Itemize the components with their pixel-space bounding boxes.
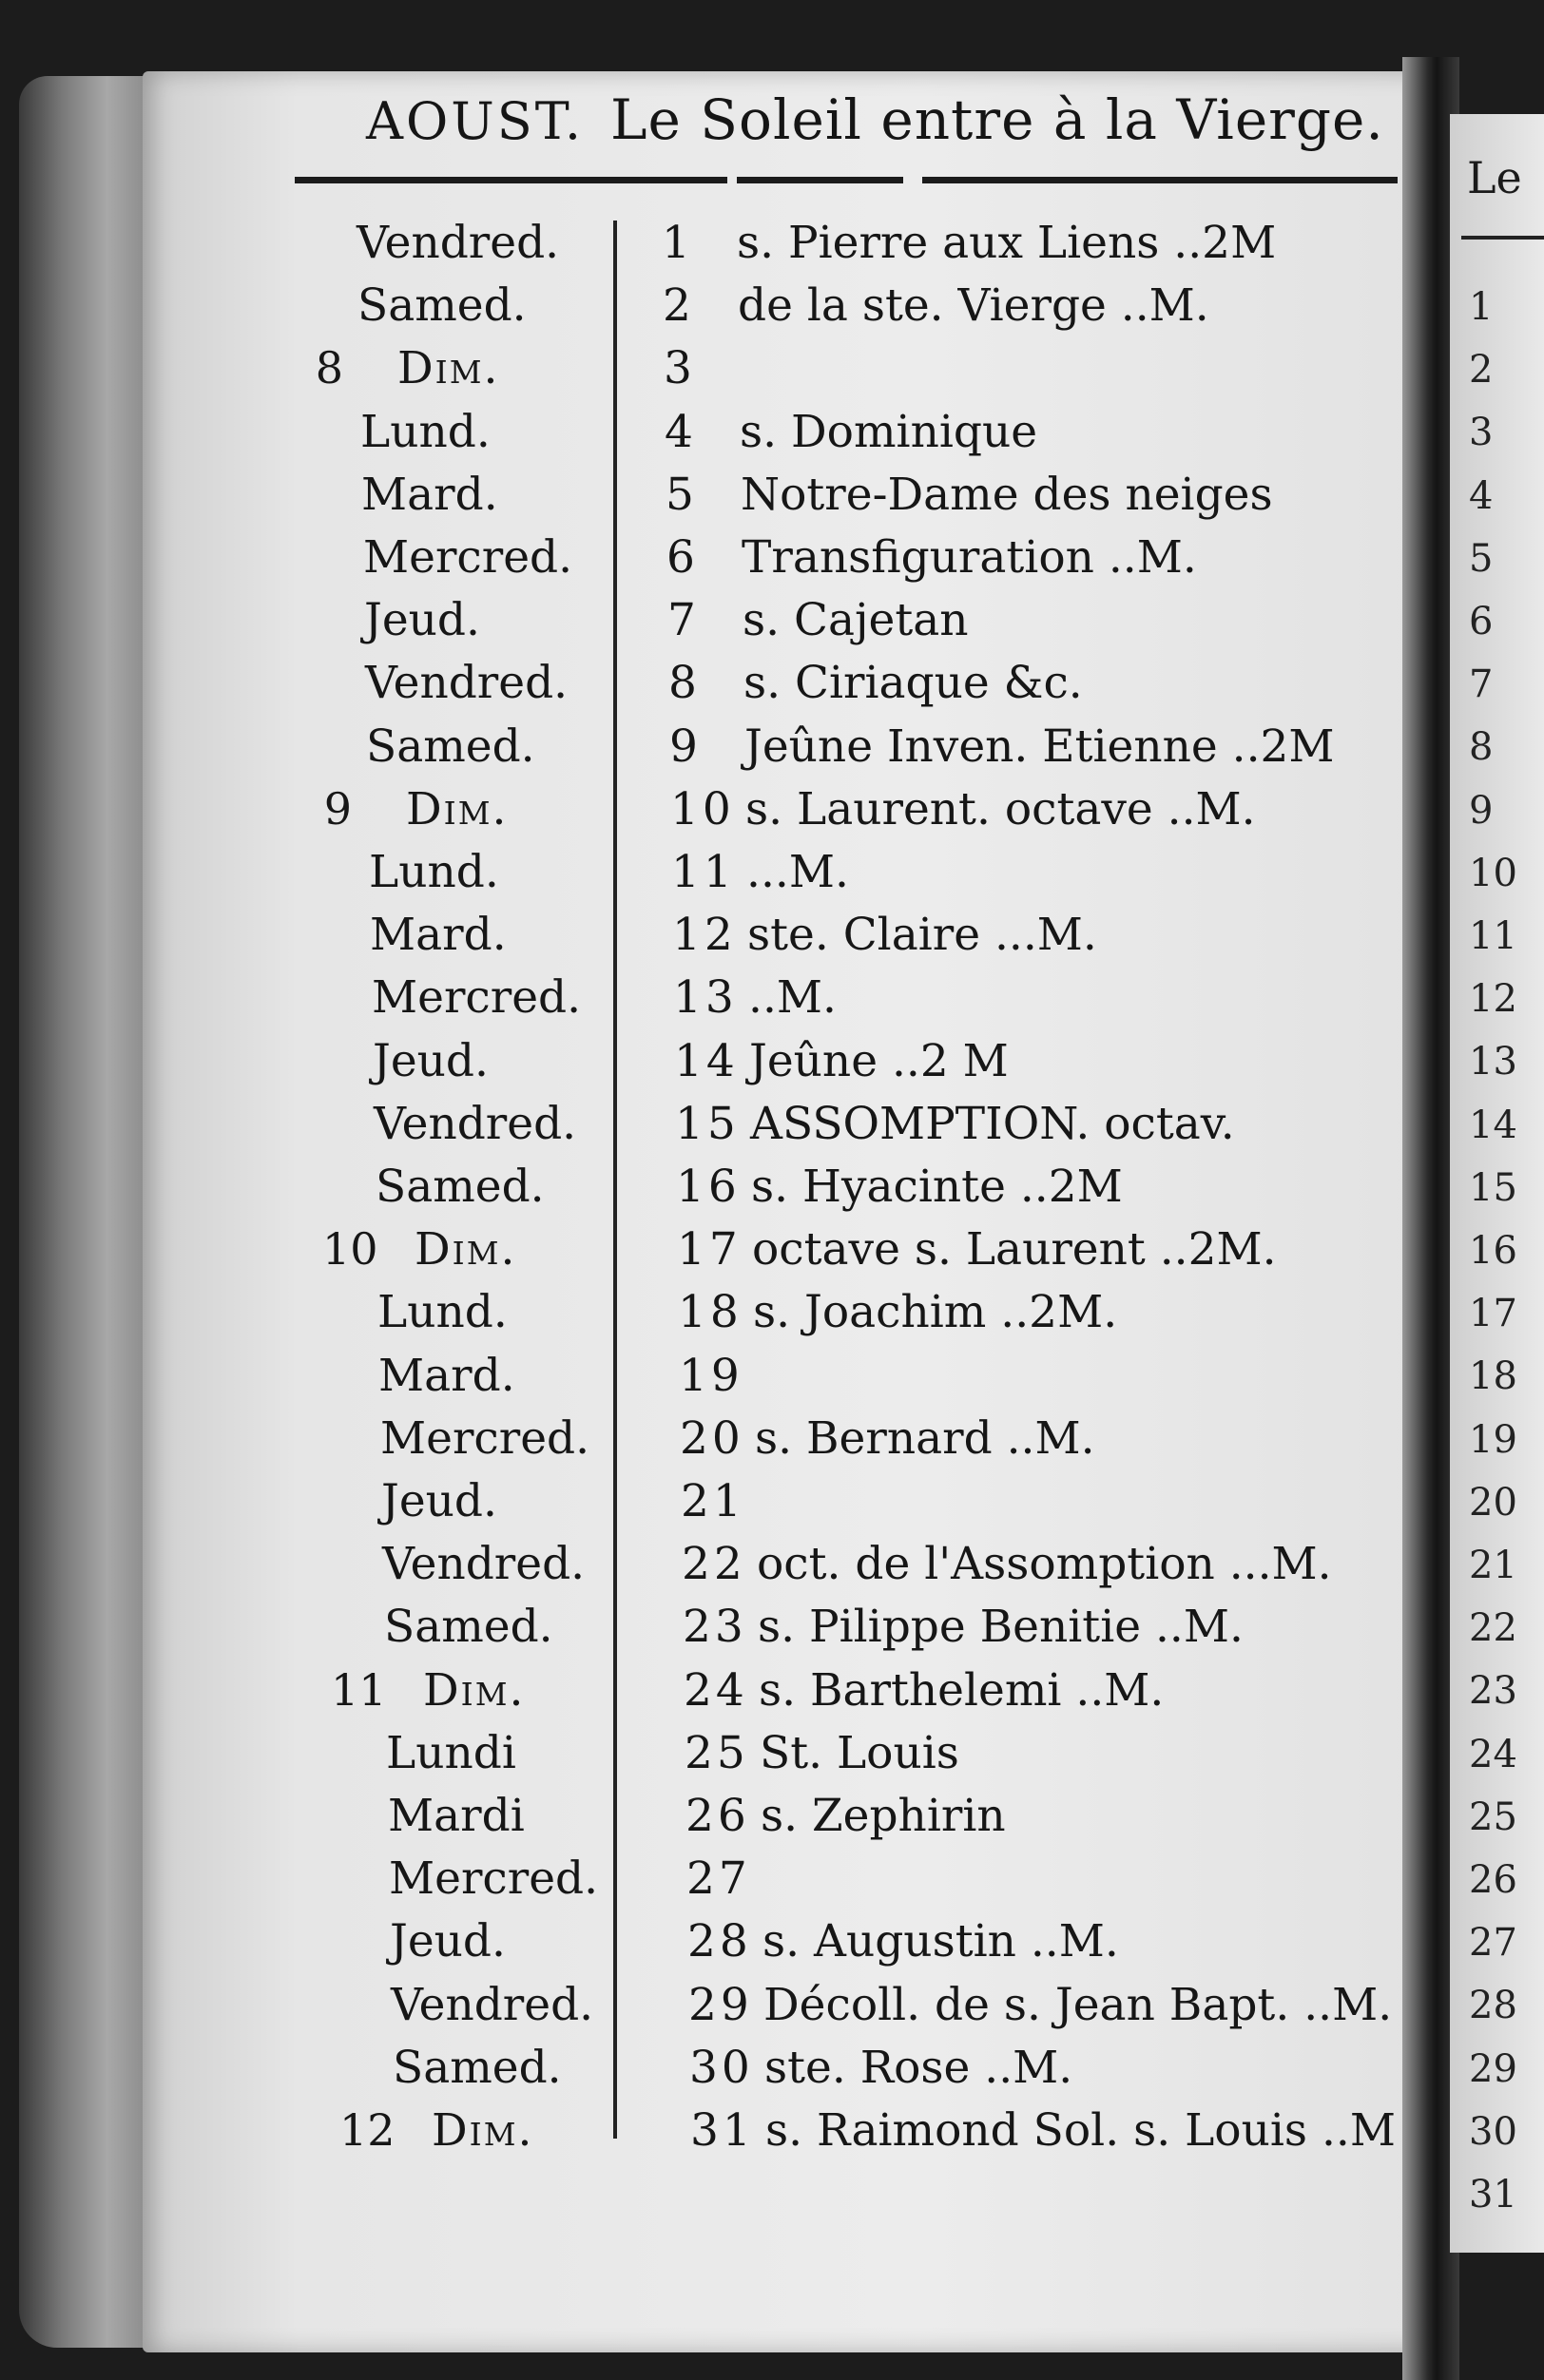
day-number: 29 [688, 1978, 753, 2031]
facing-page-number: 5 [1469, 536, 1494, 581]
day-name: Mardi [388, 1790, 525, 1842]
calendar-row [0, 1035, 1426, 1098]
day-number: 27 [686, 1852, 751, 1906]
feast-entry: St. Louis [760, 1726, 959, 1779]
feast-entry: ..M. [748, 971, 837, 1025]
day-name: Jeud. [364, 594, 480, 647]
feast-entry: s. Joachim ..2M. [753, 1286, 1118, 1339]
day-number: 12 [672, 909, 737, 962]
calendar-row [0, 1350, 1426, 1412]
day-name: Mercred. [389, 1852, 599, 1906]
day-number: 10 [670, 782, 735, 835]
calendar-row [0, 1538, 1426, 1601]
facing-page-number: 4 [1469, 473, 1494, 518]
day-number: 25 [685, 1726, 749, 1779]
feast-entry: s. Hyacinte ..2M [751, 1161, 1123, 1213]
facing-page-header: Le [1467, 152, 1522, 203]
calendar-row [0, 1475, 1426, 1538]
calendar-row [0, 1412, 1426, 1475]
calendar-row [0, 971, 1426, 1034]
day-number: 16 [676, 1161, 741, 1213]
calendar-row [0, 2042, 1426, 2104]
feast-entry: Transfiguration ..M. [742, 531, 1197, 584]
day-name: Samed. [376, 1161, 545, 1213]
calendar-row [0, 657, 1426, 720]
day-number: 11 [671, 846, 736, 898]
day-name: Dim. [432, 2104, 534, 2157]
week-number: 11 [331, 1663, 387, 1716]
feast-entry: ste. Rose ..M. [764, 2041, 1073, 2094]
day-number: 3 [664, 342, 696, 395]
calendar-row [0, 217, 1426, 279]
facing-page-number: 26 [1469, 1858, 1517, 1902]
calendar-row [0, 531, 1426, 594]
week-number: 9 [323, 782, 352, 835]
facing-page-number: 30 [1469, 2109, 1517, 2154]
day-name: Vendred. [357, 217, 560, 269]
calendar-row [0, 1098, 1426, 1161]
feast-entry: oct. de l'Assomption ...M. [757, 1538, 1332, 1591]
feast-entry: s. Pilippe Benitie ..M. [758, 1601, 1244, 1654]
day-name: Dim. [397, 342, 500, 395]
calendar-row [0, 1915, 1426, 1978]
week-number: 8 [315, 342, 343, 394]
day-name: Vendred. [374, 1097, 577, 1150]
calendar-row [0, 1601, 1426, 1663]
calendar-row [0, 909, 1426, 971]
day-name: Mercred. [363, 531, 573, 584]
day-number: 28 [687, 1915, 752, 1968]
facing-page-number: 16 [1469, 1229, 1517, 1273]
facing-page-number: 6 [1469, 600, 1494, 643]
feast-entry: s. Pierre aux Liens ..2M [737, 217, 1277, 269]
day-name: Jeud. [390, 1915, 506, 1968]
calendar-row [0, 2104, 1426, 2167]
calendar-row [0, 1161, 1426, 1223]
day-name: Jeud. [373, 1034, 489, 1087]
day-number: 20 [680, 1411, 744, 1465]
day-number: 7 [667, 594, 700, 647]
facing-page-number: 19 [1469, 1417, 1517, 1462]
feast-entry: ste. Claire ...M. [747, 909, 1097, 962]
calendar-row [0, 1852, 1426, 1915]
facing-page-number: 14 [1469, 1103, 1517, 1147]
day-number: 17 [677, 1223, 742, 1276]
day-number: 14 [674, 1034, 739, 1087]
day-number: 8 [668, 657, 701, 710]
feast-entry: octave s. Laurent ..2M. [752, 1223, 1277, 1276]
day-name: Vendred. [365, 657, 569, 710]
day-name: Mercred. [372, 971, 582, 1025]
facing-page-number: 15 [1469, 1165, 1517, 1210]
page-header [366, 87, 1402, 152]
day-name: Vendred. [391, 1978, 594, 2031]
day-name: Samed. [366, 720, 535, 773]
day-name: Dim. [406, 782, 509, 835]
day-number: 31 [690, 2104, 755, 2157]
feast-entry: s. Zephirin [761, 1790, 1006, 1842]
facing-page-number: 13 [1469, 1040, 1517, 1084]
facing-page-number: 10 [1469, 851, 1517, 895]
day-number: 21 [681, 1475, 745, 1527]
feast-entry: s. Laurent. octave ..M. [745, 782, 1256, 835]
facing-page-number: 21 [1469, 1544, 1517, 1587]
calendar-row [0, 342, 1426, 405]
calendar-row [0, 406, 1426, 469]
calendar-row [0, 783, 1426, 846]
facing-page-number: 28 [1469, 1984, 1517, 2028]
day-number: 23 [683, 1601, 747, 1654]
facing-page-number: 27 [1469, 1921, 1517, 1966]
facing-page-number: 20 [1469, 1480, 1517, 1525]
calendar-row [0, 594, 1426, 657]
day-name: Samed. [384, 1601, 553, 1654]
facing-page [1450, 114, 1544, 2253]
day-name: Lund. [377, 1286, 508, 1339]
facing-page-number: 24 [1469, 1732, 1517, 1776]
day-name: Dim. [415, 1223, 517, 1276]
feast-entry: de la ste. Vierge ..M. [738, 279, 1209, 333]
day-number: 4 [665, 405, 697, 458]
feast-entry: Décoll. de s. Jean Bapt. ..M. [763, 1978, 1393, 2031]
day-number: 22 [682, 1538, 746, 1591]
feast-entry: Notre-Dame des neiges [741, 468, 1273, 521]
feast-entry: ASSOMPTION. octav. [750, 1097, 1235, 1150]
facing-page-number: 9 [1469, 788, 1494, 833]
day-name: Samed. [357, 279, 527, 333]
day-number: 26 [685, 1790, 750, 1842]
day-number: 1 [662, 217, 694, 269]
day-number: 13 [673, 971, 738, 1025]
facing-page-number: 2 [1469, 348, 1494, 393]
day-number: 5 [666, 468, 698, 521]
day-number: 15 [675, 1097, 740, 1150]
feast-entry: s. Raimond Sol. s. Louis ..M [765, 2104, 1396, 2157]
day-number: 2 [663, 279, 695, 333]
feast-entry: s. Augustin ..M. [762, 1915, 1119, 1968]
day-name: Mard. [361, 468, 498, 521]
day-number: 18 [678, 1286, 743, 1339]
facing-page-number: 31 [1469, 2173, 1517, 2217]
facing-page-rule [1461, 236, 1544, 240]
facing-page-number: 25 [1469, 1795, 1517, 1839]
day-name: Lund. [369, 846, 499, 898]
week-number: 10 [322, 1223, 378, 1276]
feast-entry: s. Dominique [740, 405, 1038, 458]
week-number: 12 [339, 2104, 396, 2156]
calendar-row [0, 1979, 1426, 2042]
day-name: Mard. [370, 909, 507, 962]
facing-page-number: 11 [1469, 914, 1517, 958]
day-name: Jeud. [381, 1475, 497, 1527]
calendar-row [0, 1664, 1426, 1727]
day-name: Mard. [378, 1349, 515, 1402]
calendar-row [0, 279, 1426, 342]
feast-entry: s. Bernard ..M. [755, 1411, 1095, 1465]
day-name: Samed. [393, 2041, 562, 2094]
facing-page-number: 7 [1469, 662, 1494, 707]
header-subtitle: Le Soleil entre à la Vierge. [610, 87, 1384, 152]
facing-page-number: 23 [1469, 1669, 1517, 1714]
day-number: 24 [684, 1663, 748, 1717]
header-rule-segment [295, 177, 727, 183]
feast-entry: Jeûne Inven. Etienne ..2M [744, 720, 1335, 773]
day-number: 6 [666, 531, 699, 584]
calendar-row [0, 469, 1426, 531]
day-name: Mercred. [380, 1411, 590, 1465]
facing-page-number: 17 [1469, 1292, 1517, 1336]
feast-entry: s. Barthelemi ..M. [759, 1663, 1165, 1717]
day-number: 30 [689, 2041, 754, 2094]
day-name: Vendred. [382, 1538, 586, 1591]
facing-page-number: 29 [1469, 2046, 1517, 2091]
header-rule-segment [737, 177, 903, 183]
calendar-row [0, 1727, 1426, 1790]
feast-entry: ...M. [746, 846, 849, 898]
facing-page-number: 8 [1469, 725, 1494, 770]
day-name: Lundi [386, 1726, 516, 1779]
day-number: 19 [679, 1349, 743, 1402]
feast-entry: Jeûne ..2 M [749, 1034, 1009, 1087]
day-name: Dim. [423, 1663, 526, 1717]
calendar-row [0, 1790, 1426, 1852]
calendar-row [0, 720, 1426, 783]
day-name: Lund. [360, 405, 491, 458]
facing-page-number: 12 [1469, 977, 1517, 1022]
header-rule-segment [922, 177, 1398, 183]
day-number: 9 [669, 720, 702, 773]
month-title: AOUST. [366, 91, 585, 151]
calendar-row [0, 1286, 1426, 1349]
feast-entry: s. Ciriaque &c. [743, 657, 1083, 710]
calendar-row [0, 846, 1426, 909]
feast-entry: s. Cajetan [743, 594, 969, 647]
facing-page-number: 22 [1469, 1606, 1517, 1651]
facing-page-number: 1 [1469, 285, 1494, 329]
facing-page-number: 18 [1469, 1354, 1517, 1399]
facing-page-number: 3 [1469, 411, 1494, 455]
calendar-row [0, 1223, 1426, 1286]
